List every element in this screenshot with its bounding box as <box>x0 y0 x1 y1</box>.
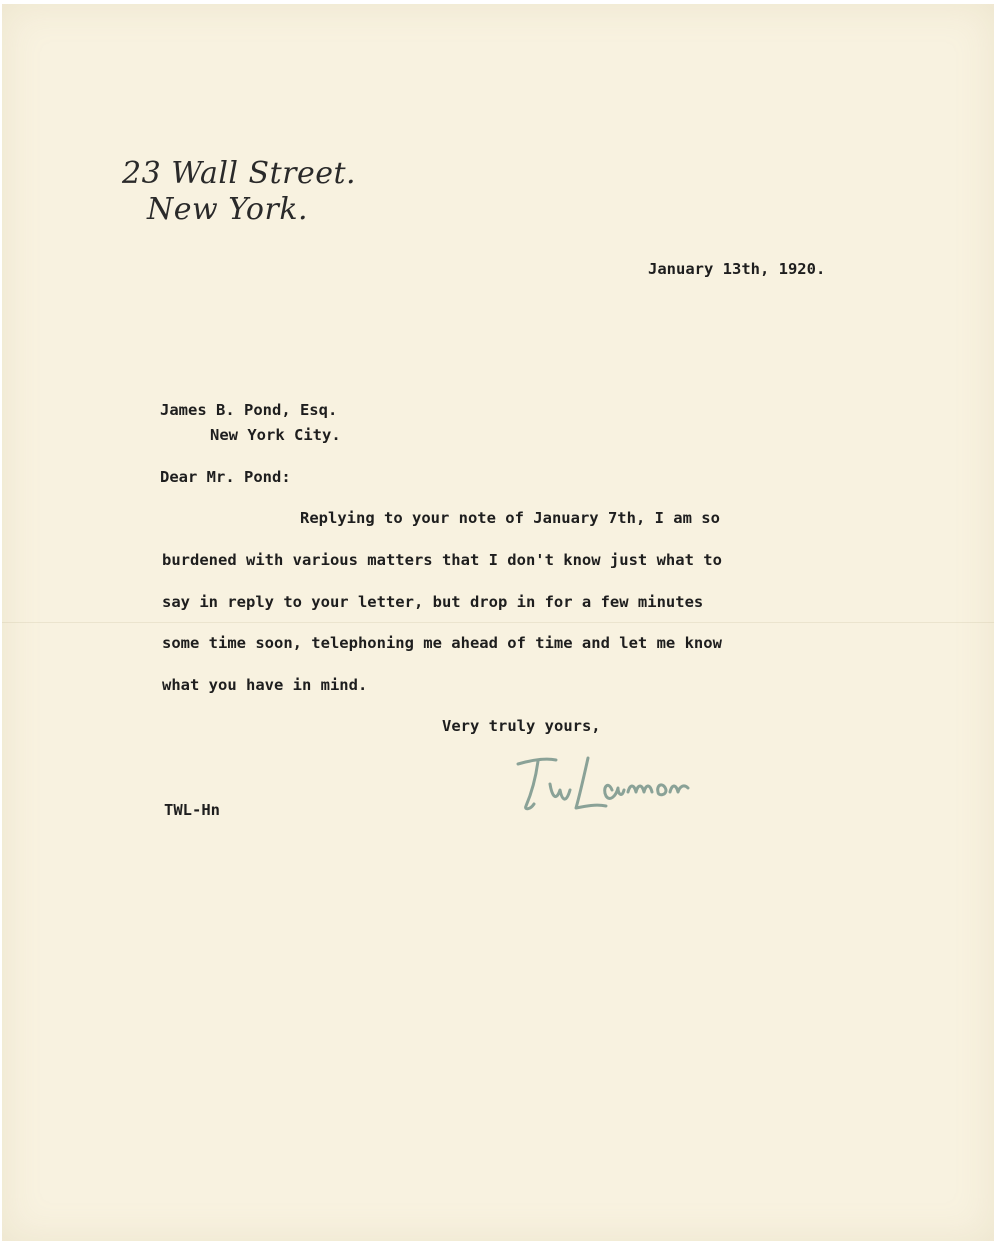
letterhead-city: New York. <box>147 192 309 227</box>
fold-crease <box>2 622 994 623</box>
handwritten-signature <box>512 746 712 816</box>
recipient-name: James B. Pond, Esq. <box>160 401 338 419</box>
letter-date: January 13th, 1920. <box>648 260 826 278</box>
body-line: what you have in mind. <box>162 676 368 694</box>
body-line: say in reply to your letter, but drop in for a few minutes <box>162 593 704 611</box>
recipient-city: New York City. <box>210 426 341 444</box>
salutation: Dear Mr. Pond: <box>160 468 291 486</box>
body-line: Replying to your note of January 7th, I am so <box>300 509 720 527</box>
body-line: some time soon, telephoning me ahead of time and let me know <box>162 634 722 652</box>
reference-initials: TWL-Hn <box>164 801 220 819</box>
body-line: burdened with various matters that I don't know just what to <box>162 551 722 569</box>
closing: Very truly yours, <box>442 717 601 735</box>
letter-page <box>2 4 994 1241</box>
letterhead-street: 23 Wall Street. <box>122 156 357 191</box>
